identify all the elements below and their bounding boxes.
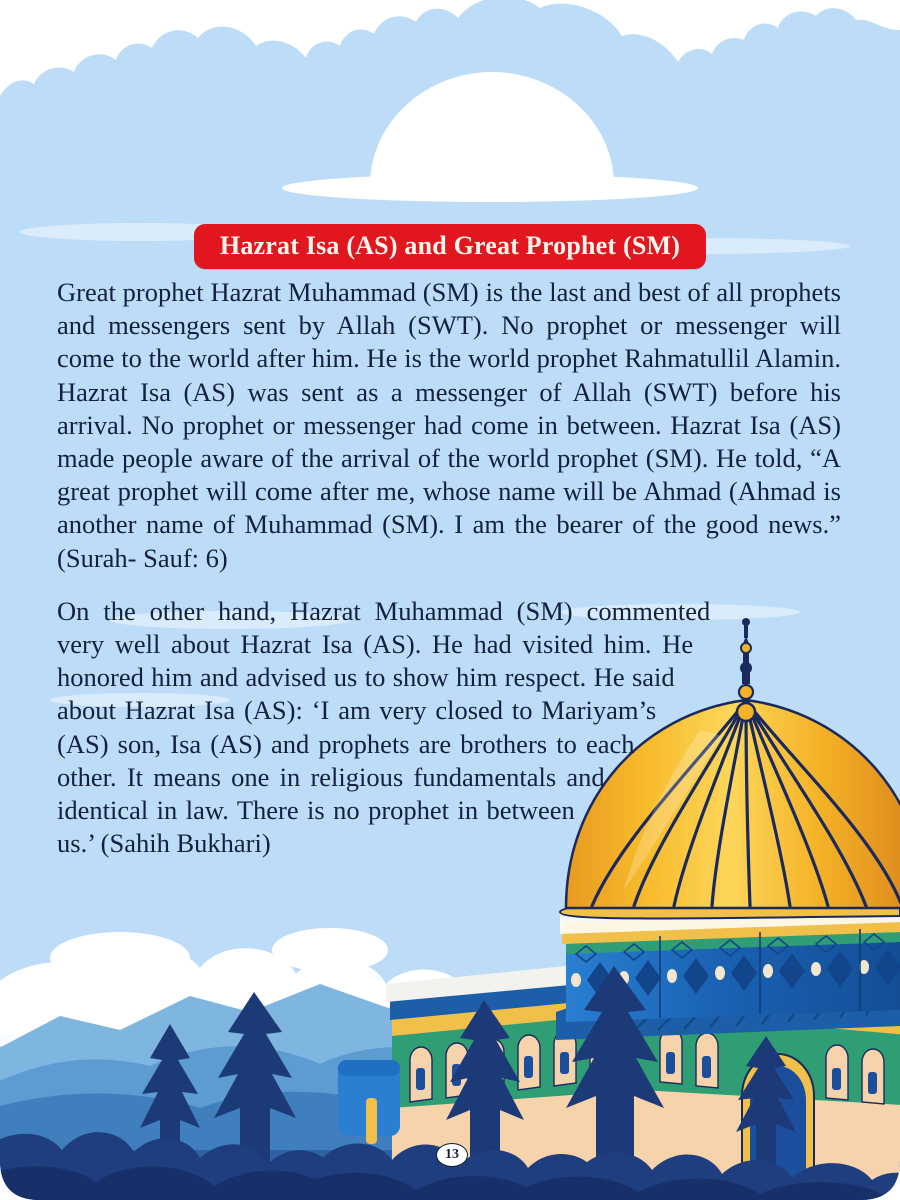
paragraph-2-container bbox=[57, 595, 841, 861]
body-text-column bbox=[57, 276, 841, 865]
page-number-badge: 13 bbox=[436, 1143, 468, 1167]
chapter-title-banner: Hazrat Isa (AS) and Great Prophet (SM) bbox=[194, 224, 706, 269]
paragraph-2: On the other hand, Hazrat Muhammad (SM) commented very well about Hazrat Isa (AS). He had visited him. He honored him and advised us to show him respect. He said about Hazrat Isa (AS): ‘I am very closed to Mariyam’s (AS) son, Isa (AS) and prophets are brothers to each other. It means one in religious fundamentals and identical in law. There is no prophet in between us.’ (Sahih Bukhari) bbox=[57, 595, 711, 859]
chapter-title-container bbox=[0, 224, 900, 269]
paragraph-1: Great prophet Hazrat Muhammad (SM) is the last and best of all prophets and messengers sent by Allah (SWT). No prophet or messenger will come to the world after him. He is the world prophet Rahmatullil Alamin. Hazrat Isa (AS) was sent as a messenger of Allah (SWT) before his arrival. No prophet or messenger had come in between. Hazrat Isa (AS) made people aware of the arrival of the world prophet (SM). He told, “A great prophet will come after me, whose name will be Ahmad (Ahmad is another name of Muhammad (SM). I am the bearer of the good news.” (Surah- Sauf: 6) bbox=[57, 277, 841, 573]
